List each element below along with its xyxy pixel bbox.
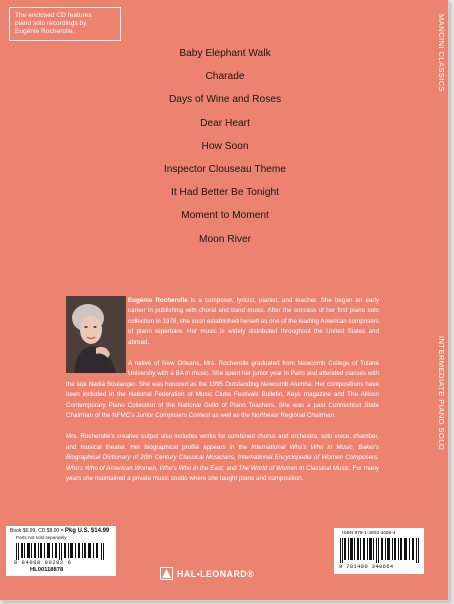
song-title: It Had Better Be Tonight <box>171 187 279 199</box>
song-title: How Soon <box>201 140 249 152</box>
spine-series-title: MANCINI CLASSICS <box>437 14 446 93</box>
upc-barcode <box>16 543 106 560</box>
song-title: Moon River <box>198 233 252 245</box>
isbn-digits: 9 781480 340664 <box>339 564 394 570</box>
spine-level-label: INTERMEDIATE PIANO SOLO <box>437 336 446 451</box>
publisher-logo <box>160 567 254 580</box>
composer-biography <box>66 296 379 496</box>
song-title: Baby Elephant Walk <box>179 48 271 59</box>
catalog-number: HL00118878 <box>30 567 64 573</box>
cd-note-line: Eugénie Rocherolle. <box>15 28 75 35</box>
song-title: Dear Heart <box>200 117 250 129</box>
publisher-name: HAL•LEONARD® <box>177 568 255 579</box>
cd-note-line: The enclosed CD features <box>15 12 92 19</box>
bio-paragraph: Mrs. Rocherolle's creative output also includes works for combined chorus and orchestra, solo voice, chamber, and musical theater. Her biographical profile appears in the International Who's Who in Music, Baker's Biographical Dictionary of 20th Century Classical Musicians, International Encyclopedia of Women Composers, Who's Who of American Women, Who's Who in the East, and The World of Women in Classical Music. For many years she maintained a private music studio where she taught piano and composition. <box>66 433 380 483</box>
isbn-barcode-box <box>334 528 424 574</box>
upc-digits: 8 84088 90292 6 <box>14 560 72 566</box>
song-list <box>110 44 340 253</box>
bio-paragraph: Eugénie Rocherolle is a composer, lyricist, pianist, and teacher. She began an early career in publishing with choral and band music. After the success of her first piano solo collection in 1978, she soon established herself as one of the leading American composers of piano repertoire. Her music is widely distributed throughout the United States and abroad. <box>128 297 379 346</box>
bio-paragraph: A native of New Orleans, Mrs. Rocherolle graduated from Newcomb College of Tulane University with a BA in music. She spent her junior year in Paris and attended classes with the late Nadia Boulanger. She was honored as the 1995 Outstanding Newcomb Alumna. Her compositions have been included in the National Federation of Music Clubs Festivals Bulletin, Keys magazine and The Allison Contemporary Piano Collection of the National Guild of Piano Teachers. She was a past Connecticut State Chairman of the NFMC's Junior Composers Contest as well as the Northeast Regional Chairman. <box>66 360 379 420</box>
cd-note-line: piano solo recordings by <box>15 20 87 27</box>
song-title: Days of Wine and Roses <box>168 94 282 106</box>
hal-leonard-emblem-icon <box>160 567 173 580</box>
song-title: Inspector Clouseau Theme <box>163 163 287 175</box>
cd-note-box <box>9 7 121 41</box>
song-title: Moment to Moment <box>181 210 269 222</box>
song-title: Charade <box>205 71 245 83</box>
parts-note: Parts not sold separately <box>16 535 67 540</box>
composer-name: Eugénie Rocherolle <box>128 297 188 304</box>
isbn-barcode <box>340 538 420 563</box>
isbn-label: ISBN 978-1-4803-4066-4 <box>342 531 396 536</box>
photo-spacer <box>66 296 128 376</box>
price-barcode-box <box>6 526 116 576</box>
spine <box>432 0 448 600</box>
price-line: Book $6.99, CD $8.00 = Pkg U.S. $14.99 <box>10 528 110 534</box>
